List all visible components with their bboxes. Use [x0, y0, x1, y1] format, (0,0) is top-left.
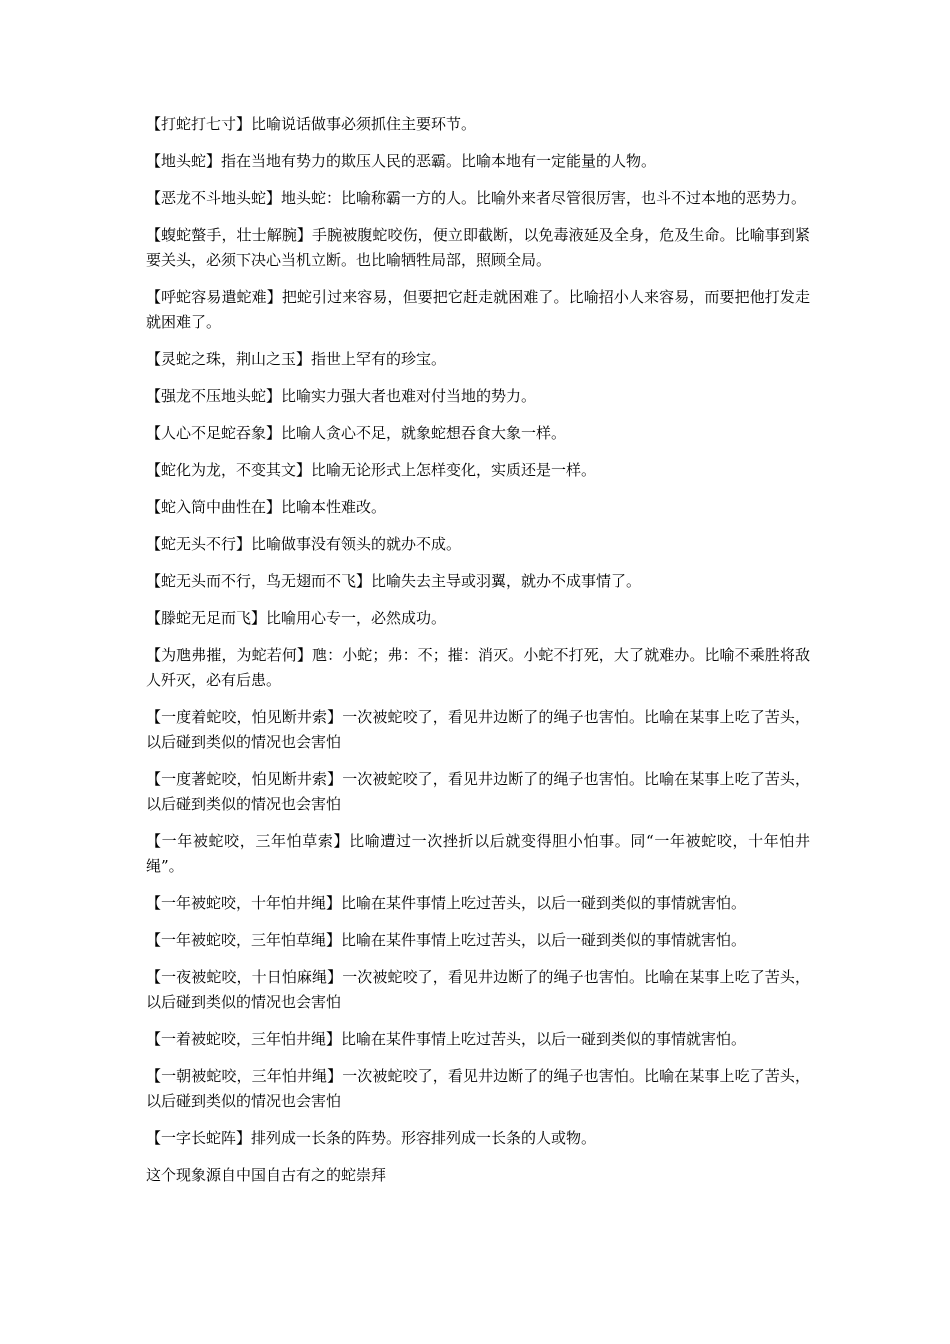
- idiom-term: 【蛇无头不行】: [146, 535, 252, 553]
- idiom-definition: 比喻在某件事情上吃过苦头，以后一碰到类似的事情就害怕。: [341, 894, 747, 912]
- idiom-entry: [146, 767, 810, 817]
- idiom-entry: [146, 495, 810, 520]
- idiom-term: 【蛇入筒中曲性在】: [146, 498, 282, 516]
- closing-paragraph: 这个现象源自中国自古有之的蛇崇拜: [146, 1166, 387, 1184]
- idiom-entry: [146, 829, 810, 879]
- idiom-definition: 比喻在某件事情上吃过苦头，以后一碰到类似的事情就害怕。: [341, 1030, 747, 1048]
- idiom-list: [146, 112, 810, 1151]
- idiom-definition: 比喻失去主导或羽翼，就办不成事情了。: [371, 572, 642, 590]
- idiom-term: 【灵蛇之珠，荆山之玉】: [146, 350, 312, 368]
- idiom-definition: 指世上罕有的珍宝。: [311, 350, 447, 368]
- idiom-term: 【蛇化为龙，不变其文】: [146, 461, 312, 479]
- idiom-definition: 地头蛇：比喻称霸一方的人。比喻外来者尽管很厉害，也斗不过本地的恶势力。: [281, 189, 807, 207]
- idiom-term: 【一字长蛇阵】: [146, 1129, 252, 1147]
- idiom-entry: [146, 384, 810, 409]
- idiom-term: 【为虺弗摧，为蛇若何】: [146, 646, 313, 664]
- idiom-term: 【一年被蛇咬，十年怕井绳】: [146, 894, 342, 912]
- idiom-term: 【一年被蛇咬，三年怕草绳】: [146, 931, 342, 949]
- idiom-entry: [146, 891, 810, 916]
- idiom-entry: [146, 186, 810, 211]
- idiom-definition: 一次被蛇咬了，看见井边断了的绳子也害怕。比喻在某事上吃了苦头，以后碰到类似的情况也会害怕: [146, 1067, 810, 1110]
- idiom-term: 【呼蛇容易遣蛇难】: [146, 288, 282, 306]
- idiom-entry: [146, 965, 810, 1015]
- idiom-definition: 比喻无论形式上怎样变化，实质还是一样。: [311, 461, 597, 479]
- document-body: [146, 112, 810, 1188]
- idiom-term: 【一年被蛇咬，三年怕草索】: [146, 832, 350, 850]
- idiom-definition: 比喻本性难改。: [281, 498, 387, 516]
- idiom-entry: [146, 347, 810, 372]
- idiom-definition: 比喻人贪心不足，就象蛇想吞食大象一样。: [281, 424, 567, 442]
- idiom-definition: 比喻遭过一次挫折以后就变得胆小怕事。同“一年被蛇咬，十年怕井绳”。: [146, 832, 810, 875]
- idiom-entry: [146, 928, 810, 953]
- idiom-term: 【人心不足蛇吞象】: [146, 424, 282, 442]
- idiom-entry: [146, 223, 810, 273]
- idiom-term: 【一夜被蛇咬，十日怕麻绳】: [146, 968, 343, 986]
- idiom-definition: 虺：小蛇；弗：不；摧：消灭。小蛇不打死，大了就难办。比喻不乘胜将敌人歼灭，必有后患。: [146, 646, 810, 689]
- idiom-definition: 比喻做事没有领头的就办不成。: [251, 535, 462, 553]
- idiom-term: 【恶龙不斗地头蛇】: [146, 189, 282, 207]
- idiom-term: 【一度著蛇咬，怕见断井索】: [146, 770, 343, 788]
- idiom-entry: [146, 532, 810, 557]
- idiom-entry: [146, 1064, 810, 1114]
- idiom-definition: 一次被蛇咬了，看见井边断了的绳子也害怕。比喻在某事上吃了苦头，以后碰到类似的情况也会害怕: [146, 968, 810, 1011]
- idiom-entry: [146, 569, 810, 594]
- idiom-term: 【一度着蛇咬，怕见断井索】: [146, 708, 343, 726]
- idiom-entry: [146, 285, 810, 335]
- idiom-definition: 把蛇引过来容易，但要把它赶走就困难了。比喻招小人来容易，而要把他打发走就困难了。: [146, 288, 810, 331]
- idiom-term: 【蝮蛇螫手，壮士解腕】: [146, 226, 313, 244]
- idiom-definition: 排列成一长条的阵势。形容排列成一长条的人或物。: [251, 1129, 597, 1147]
- idiom-term: 【地头蛇】: [146, 152, 222, 170]
- idiom-definition: 一次被蛇咬了，看见井边断了的绳子也害怕。比喻在某事上吃了苦头，以后碰到类似的情况也会害怕: [146, 708, 810, 751]
- idiom-definition: 手腕被腹蛇咬伤，便立即截断，以免毒液延及全身，危及生命。比喻事到紧要关头，必须下决心当机立断。也比喻牺牲局部，照顾全局。: [146, 226, 810, 269]
- idiom-term: 【滕蛇无足而飞】: [146, 609, 267, 627]
- idiom-entry: [146, 149, 810, 174]
- idiom-entry: [146, 643, 810, 693]
- idiom-definition: 比喻在某件事情上吃过苦头，以后一碰到类似的事情就害怕。: [341, 931, 747, 949]
- idiom-entry: [146, 1126, 810, 1151]
- idiom-definition: 指在当地有势力的欺压人民的恶霸。比喻本地有一定能量的人物。: [221, 152, 657, 170]
- idiom-definition: 比喻用心专一，必然成功。: [266, 609, 447, 627]
- idiom-entry: [146, 458, 810, 483]
- idiom-term: 【一着被蛇咬，三年怕井绳】: [146, 1030, 342, 1048]
- idiom-term: 【打蛇打七寸】: [146, 115, 252, 133]
- idiom-entry: [146, 421, 810, 446]
- idiom-entry: [146, 606, 810, 631]
- idiom-definition: 一次被蛇咬了，看见井边断了的绳子也害怕。比喻在某事上吃了苦头，以后碰到类似的情况也会害怕: [146, 770, 810, 813]
- idiom-term: 【蛇无头而不行，鸟无翅而不飞】: [146, 572, 372, 590]
- idiom-definition: 比喻实力强大者也难对付当地的势力。: [281, 387, 537, 405]
- idiom-definition: 比喻说话做事必须抓住主要环节。: [251, 115, 477, 133]
- idiom-term: 【强龙不压地头蛇】: [146, 387, 282, 405]
- idiom-term: 【一朝被蛇咬，三年怕井绳】: [146, 1067, 343, 1085]
- idiom-entry: [146, 112, 810, 137]
- idiom-entry: [146, 1027, 810, 1052]
- idiom-entry: [146, 705, 810, 755]
